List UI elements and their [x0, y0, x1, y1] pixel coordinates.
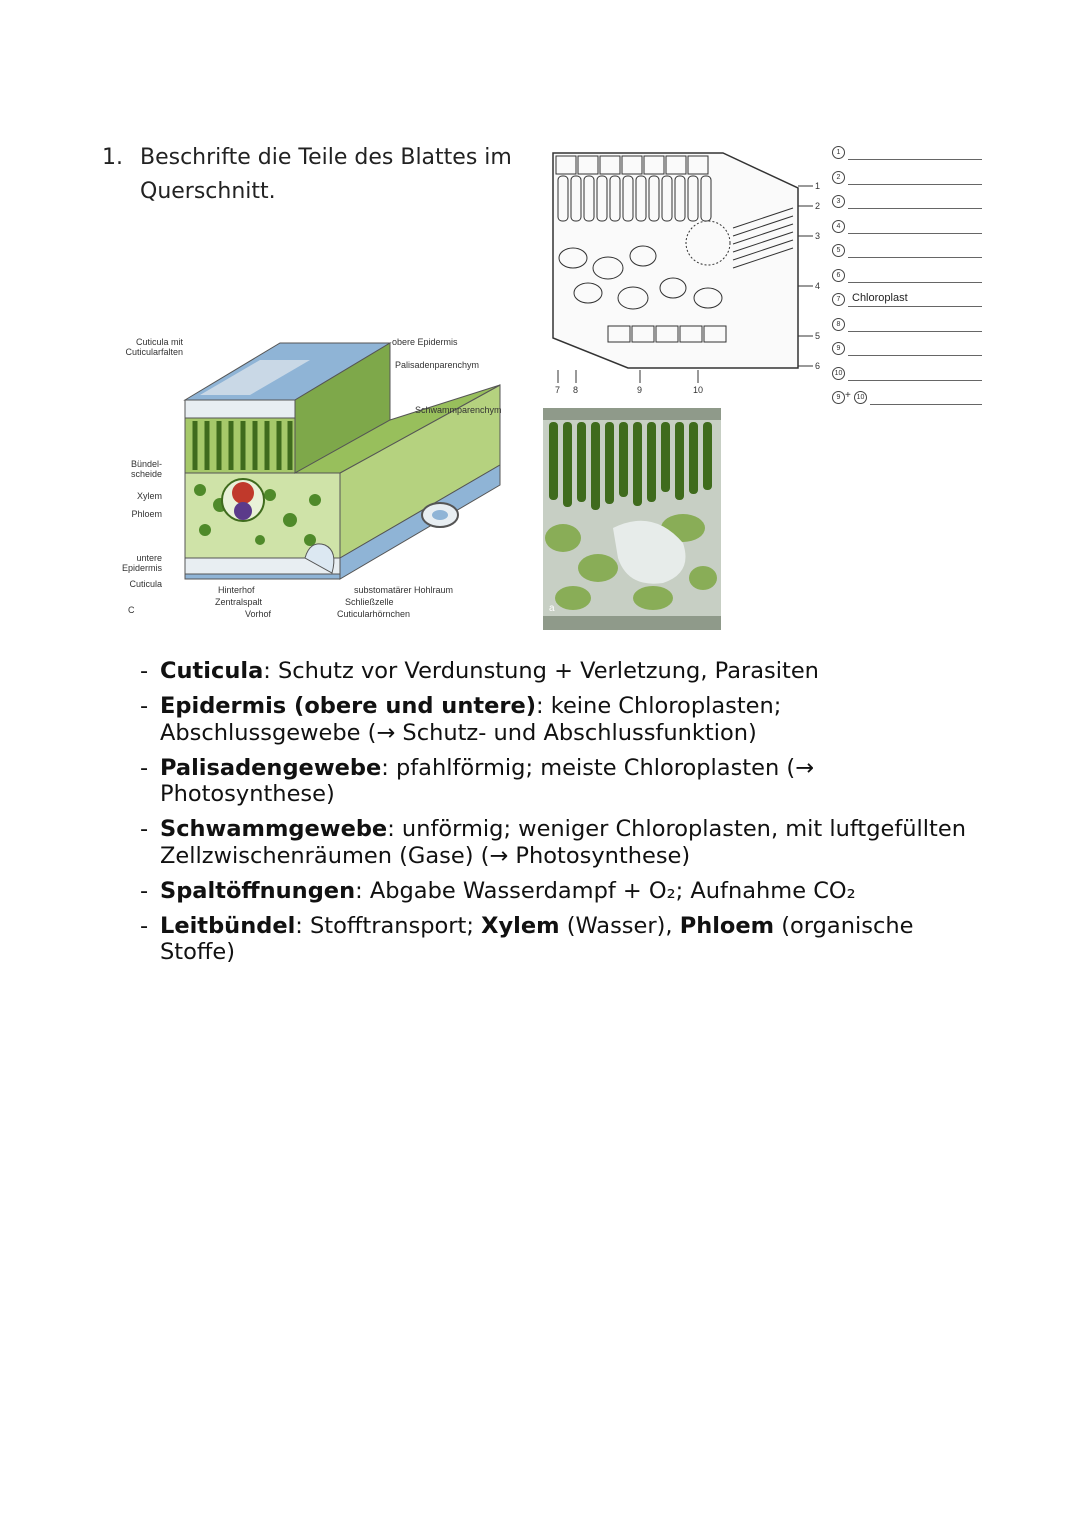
label-zentralspalt: Zentralspalt [215, 597, 263, 607]
bullet-text: : Abgabe Wasserdampf + O₂; Aufnahme CO₂ [355, 877, 856, 904]
label-buendelscheide: Bündel-scheide [130, 459, 162, 479]
answer-line[interactable] [870, 404, 982, 405]
bullet-spaltoeffnungen: - Spaltöffnungen: Abgabe Wasserdampf + O₂; Aufnahme CO₂ [140, 877, 856, 904]
answer-row [832, 217, 982, 242]
label-cuticularhoernchen: Cuticularhörnchen [337, 609, 411, 619]
label-hinterhof: Hinterhof [218, 585, 255, 595]
answer-line[interactable] [848, 257, 982, 258]
bullet-palisadengewebe: - Palisadengewebe: pfahlförmig; meiste Chloroplasten (→ Photosynthese) [140, 754, 815, 807]
bullet-text: : unförmig; weniger Chloroplasten, mit luftgefüllten Zellzwischenräumen (Gase) (→ Photosynthese) [160, 816, 966, 869]
bullet-schwammgewebe: - Schwammgewebe: unförmig; weniger Chloroplasten, mit luftgefüllten Zellzwischenräumen (Gase) (→ Photosynthese) [140, 816, 966, 869]
answer-row [832, 388, 982, 413]
answer-line[interactable] [848, 355, 982, 356]
sketch-num-4: 4 [815, 281, 821, 291]
sketch-num-7: 7 [555, 385, 561, 395]
label-cuticula-mit: Cuticula mit Cuticularfalten [125, 337, 183, 357]
bullet-text: : Stofftransport; [295, 912, 482, 939]
bullet-term-xylem: Xylem [481, 912, 560, 939]
label-xylem: Xylem [136, 491, 162, 501]
sketch-num-5: 5 [815, 331, 821, 341]
bullet-term: Leitbündel [160, 912, 296, 939]
number-circle: 9 [832, 391, 845, 404]
answer-line[interactable] [848, 208, 982, 209]
number-circle: 8 [832, 318, 845, 331]
sketch-num-9: 9 [637, 385, 643, 395]
sketch-num-2: 2 [815, 201, 821, 211]
answer-line[interactable] [848, 184, 982, 185]
answer-row [832, 143, 982, 168]
leaf-micrograph [543, 408, 721, 630]
bullet-term: Palisadengewebe [160, 754, 382, 781]
sketch-num-1: 1 [815, 181, 821, 191]
bullet-text: : Schutz vor Verdunstung + Verletzung, Parasiten [263, 658, 819, 684]
bullet-epidermis: - Epidermis (obere und untere): keine Chloroplasten; Abschlussgewebe (→ Schutz- und Abschlussfunktion) [140, 693, 782, 746]
bullet-term: Cuticula [160, 658, 264, 684]
answer-row [832, 290, 982, 315]
photo-letter: a [549, 603, 555, 614]
bullet-leitbuendel: - Leitbündel: Stofftransport; Xylem (Wasser), Phloem (organische Stoffe) [140, 912, 914, 965]
sketch-num-6: 6 [815, 361, 821, 371]
answer-row [832, 192, 982, 217]
bullet-text: : pfahlförmig; meiste Chloroplasten (→ Photosynthese) [160, 754, 815, 807]
sketch-num-3: 3 [815, 231, 821, 241]
answer-row [832, 241, 982, 266]
bullet-text: (Wasser), [559, 912, 680, 939]
label-schliesszelle: Schließzelle [345, 597, 394, 607]
task-text: Beschrifte die Teile des Blattes im Querschnitt. [140, 145, 512, 204]
number-circle: 1 [832, 146, 845, 159]
label-schwammparenchym: Schwammparenchym [415, 405, 502, 415]
number-circle: 3 [832, 195, 845, 208]
answer-line[interactable] [848, 380, 982, 381]
bullet-cuticula: - Cuticula: Schutz vor Verdunstung + Verletzung, Parasiten [140, 658, 819, 684]
answer-row [832, 364, 982, 389]
answer-row [832, 339, 982, 364]
bullet-term: Spaltöffnungen [160, 877, 356, 904]
answer-line[interactable] [848, 331, 982, 332]
number-circle: 10 [832, 367, 845, 380]
bullet-term-phloem: Phloem [679, 912, 775, 939]
answer-line[interactable] [848, 233, 982, 234]
leaf-3d-diagram [110, 325, 510, 630]
task-heading [102, 141, 522, 209]
label-substomataerer: substomatärer Hohlraum [354, 585, 454, 595]
plus-sign: + [845, 390, 851, 401]
answer-row [832, 266, 982, 291]
numbered-answer-list [832, 143, 982, 413]
label-phloem: Phloem [131, 509, 162, 519]
label-obere-epidermis: obere Epidermis [392, 337, 458, 347]
label-vorhof: Vorhof [245, 609, 272, 619]
number-circle: 4 [832, 220, 845, 233]
number-circle: 10 [854, 391, 867, 404]
answer-row [832, 315, 982, 340]
sketch-num-10: 10 [693, 385, 704, 395]
number-circle: 5 [832, 244, 845, 257]
label-palisadenparenchym: Palisadenparenchym [395, 360, 480, 370]
task-number: 1. [102, 145, 123, 170]
label-untere-epidermis: untere Epidermis [121, 553, 162, 573]
label-cuticula: Cuticula [129, 579, 162, 589]
explanation-list [140, 658, 970, 974]
number-circle: 6 [832, 269, 845, 282]
sketch-num-8: 8 [573, 385, 579, 395]
answer-row [832, 168, 982, 193]
bullet-term: Epidermis (obere und untere) [160, 693, 536, 719]
number-circle: 9 [832, 342, 845, 355]
leaf-sketch-illustration [548, 148, 828, 403]
answer-line[interactable] [848, 159, 982, 160]
answer-line[interactable] [848, 306, 982, 307]
micrograph-image [543, 408, 721, 630]
bullet-text: (organische Stoffe) [160, 912, 914, 965]
number-circle: 7 [832, 293, 845, 306]
bullet-term: Schwammgewebe [160, 816, 388, 842]
answer-line[interactable] [848, 282, 982, 283]
number-circle: 2 [832, 171, 845, 184]
bullet-text: : keine Chloroplasten; Abschlussgewebe (→ Schutz- und Abschlussfunktion) [160, 693, 782, 746]
leaf-line-sketch [548, 148, 828, 403]
answer-text: Chloroplast [852, 292, 908, 304]
label-c: C [128, 605, 135, 615]
